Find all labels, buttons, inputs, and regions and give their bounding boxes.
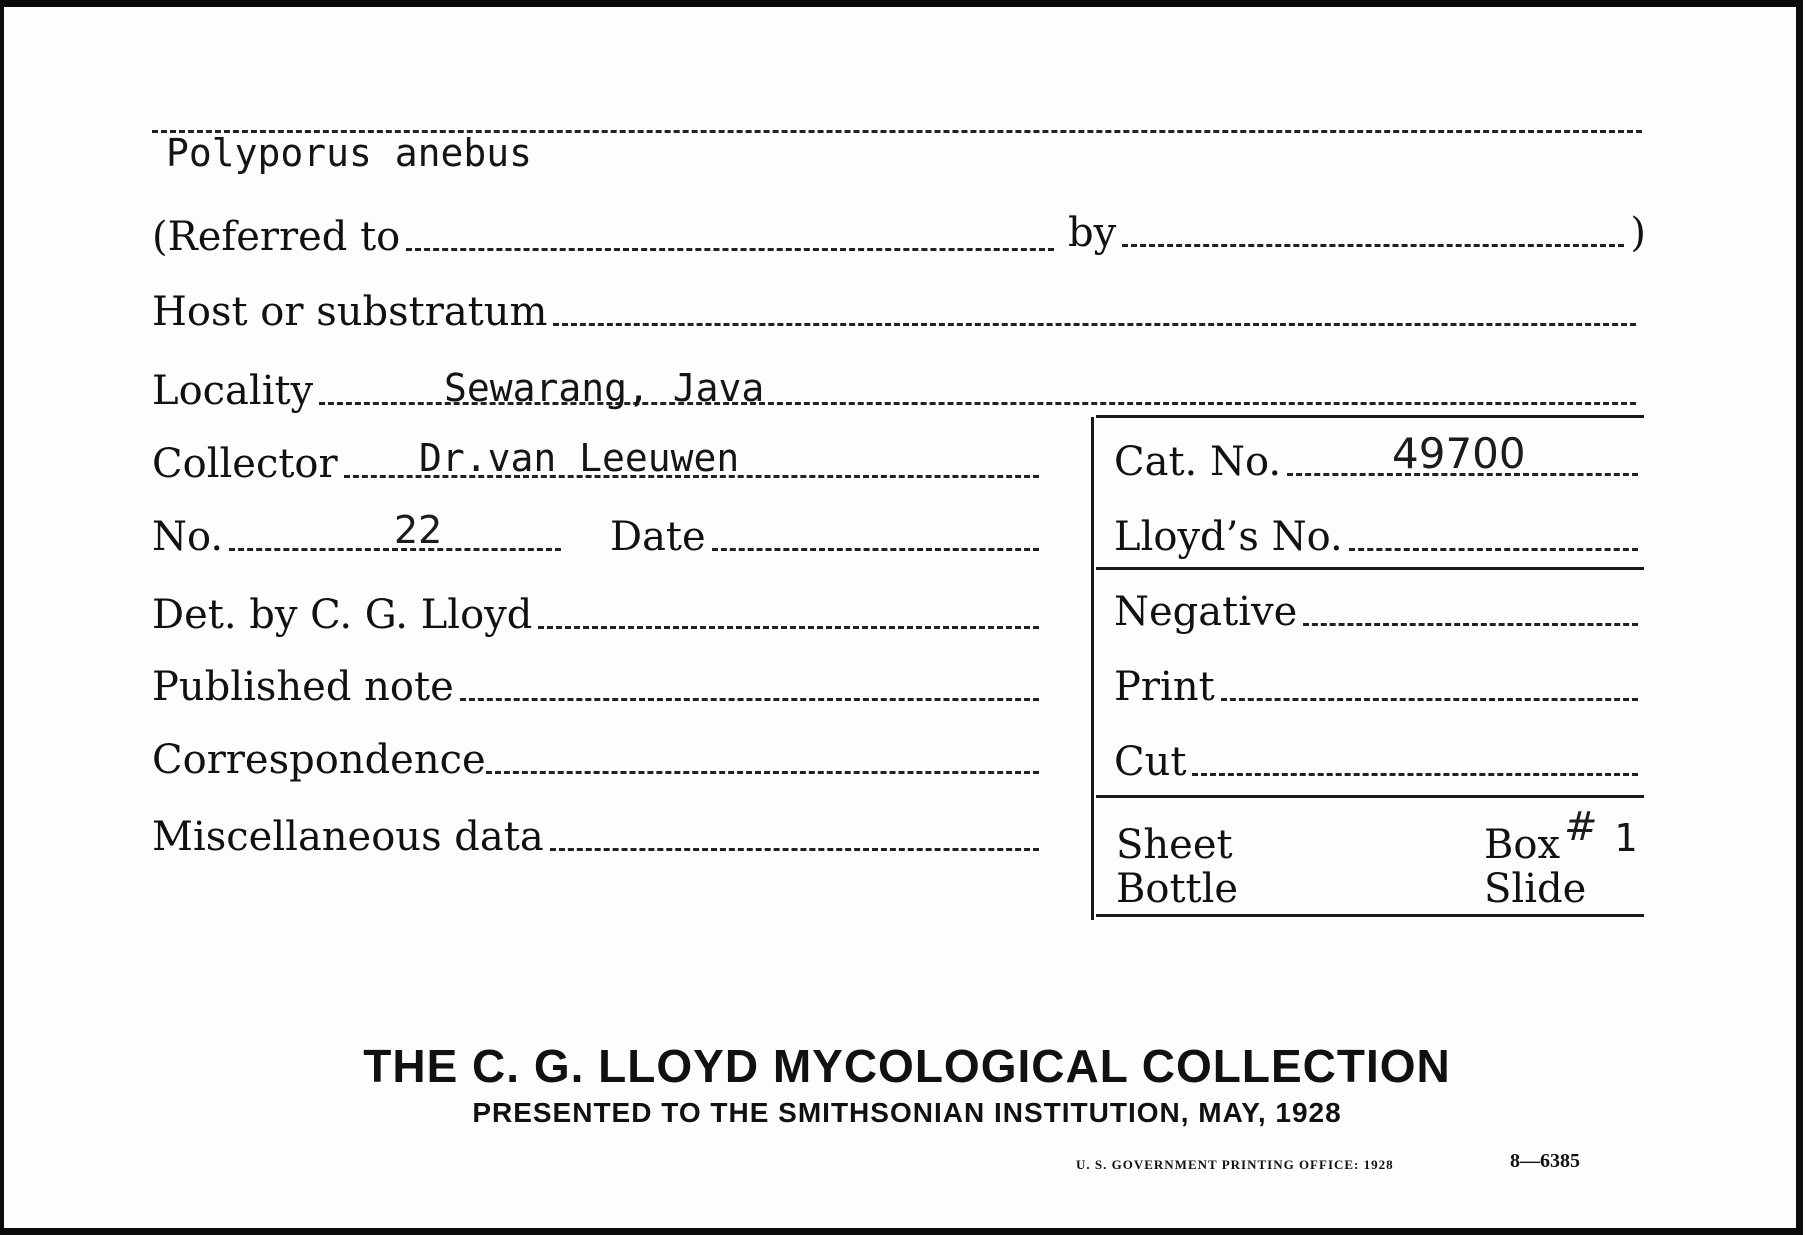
- form-number: 8—6385: [1510, 1150, 1580, 1172]
- date-rule: [712, 548, 1039, 551]
- det-by-line: [152, 592, 1045, 638]
- close-paren-label: ): [1630, 210, 1646, 256]
- det-by-rule: [538, 626, 1039, 629]
- published-note-rule: [460, 698, 1039, 701]
- print-line: [1114, 664, 1644, 710]
- right-box-bottom-rule: [1096, 914, 1644, 917]
- species-value: Polyporus anebus: [166, 131, 533, 175]
- referred-to-label: (Referred to: [152, 214, 401, 260]
- locality-line: [152, 366, 1642, 414]
- by-rule: [1122, 244, 1624, 247]
- box-hash-mark: #: [1564, 804, 1598, 850]
- box-label: Box: [1484, 822, 1561, 868]
- correspondence-label: Correspondence: [152, 737, 486, 783]
- correspondence-line: [152, 737, 1045, 783]
- misc-rule: [550, 848, 1039, 851]
- right-box-rule-1: [1096, 567, 1644, 570]
- lloyds-no-label: Lloyd’s No.: [1114, 514, 1343, 560]
- locality-label: Locality: [152, 368, 314, 414]
- bottle-label: Bottle: [1116, 866, 1239, 912]
- print-label: Print: [1114, 664, 1215, 710]
- cat-no-value: 49700: [1392, 429, 1526, 478]
- referred-by-line: [1068, 210, 1646, 256]
- date-line: [610, 514, 1045, 560]
- locality-value: Sewarang, Java: [444, 366, 765, 410]
- printer-credit: U. S. GOVERNMENT PRINTING OFFICE: 1928: [1076, 1157, 1394, 1172]
- referred-to-rule: [406, 248, 1054, 251]
- lloyds-no-line: [1114, 514, 1644, 560]
- negative-line: [1114, 589, 1644, 635]
- number-line: [152, 514, 567, 560]
- cat-no-line: [1114, 439, 1644, 485]
- host-line: [152, 289, 1642, 335]
- cat-no-label: Cat. No.: [1114, 439, 1282, 485]
- negative-rule: [1303, 623, 1638, 626]
- box-number-value: 1: [1614, 816, 1637, 860]
- cut-line: [1114, 739, 1644, 785]
- referred-to-line: [152, 214, 1060, 260]
- host-rule: [553, 323, 1636, 326]
- collector-value: Dr.van Leeuwen: [419, 436, 740, 480]
- published-note-label: Published note: [152, 664, 454, 710]
- host-label: Host or substratum: [152, 289, 548, 335]
- footer-subtitle: PRESENTED TO THE SMITHSONIAN INSTITUTION, MAY, 1928: [472, 1097, 1342, 1128]
- footer-title: THE C. G. LLOYD MYCOLOGICAL COLLECTION: [363, 1040, 1451, 1092]
- misc-label: Miscellaneous data: [152, 814, 544, 860]
- cut-rule: [1192, 773, 1638, 776]
- print-rule: [1221, 698, 1638, 701]
- number-value: 22: [394, 508, 443, 552]
- right-box-border: [1091, 417, 1094, 920]
- misc-line: [152, 814, 1045, 860]
- number-label: No.: [152, 514, 224, 560]
- correspondence-rule: [486, 771, 1039, 774]
- sheet-label: Sheet: [1116, 822, 1233, 868]
- cut-label: Cut: [1114, 739, 1187, 785]
- negative-label: Negative: [1114, 589, 1298, 635]
- by-label: by: [1068, 210, 1117, 256]
- det-by-label: Det. by C. G. Lloyd: [152, 592, 533, 638]
- collector-label: Collector: [152, 441, 338, 487]
- right-box-rule-2: [1096, 795, 1644, 798]
- slide-label: Slide: [1484, 866, 1587, 912]
- right-box-top-rule: [1096, 415, 1644, 418]
- published-note-line: [152, 664, 1045, 710]
- date-label: Date: [610, 514, 706, 560]
- lloyds-no-rule: [1349, 548, 1638, 551]
